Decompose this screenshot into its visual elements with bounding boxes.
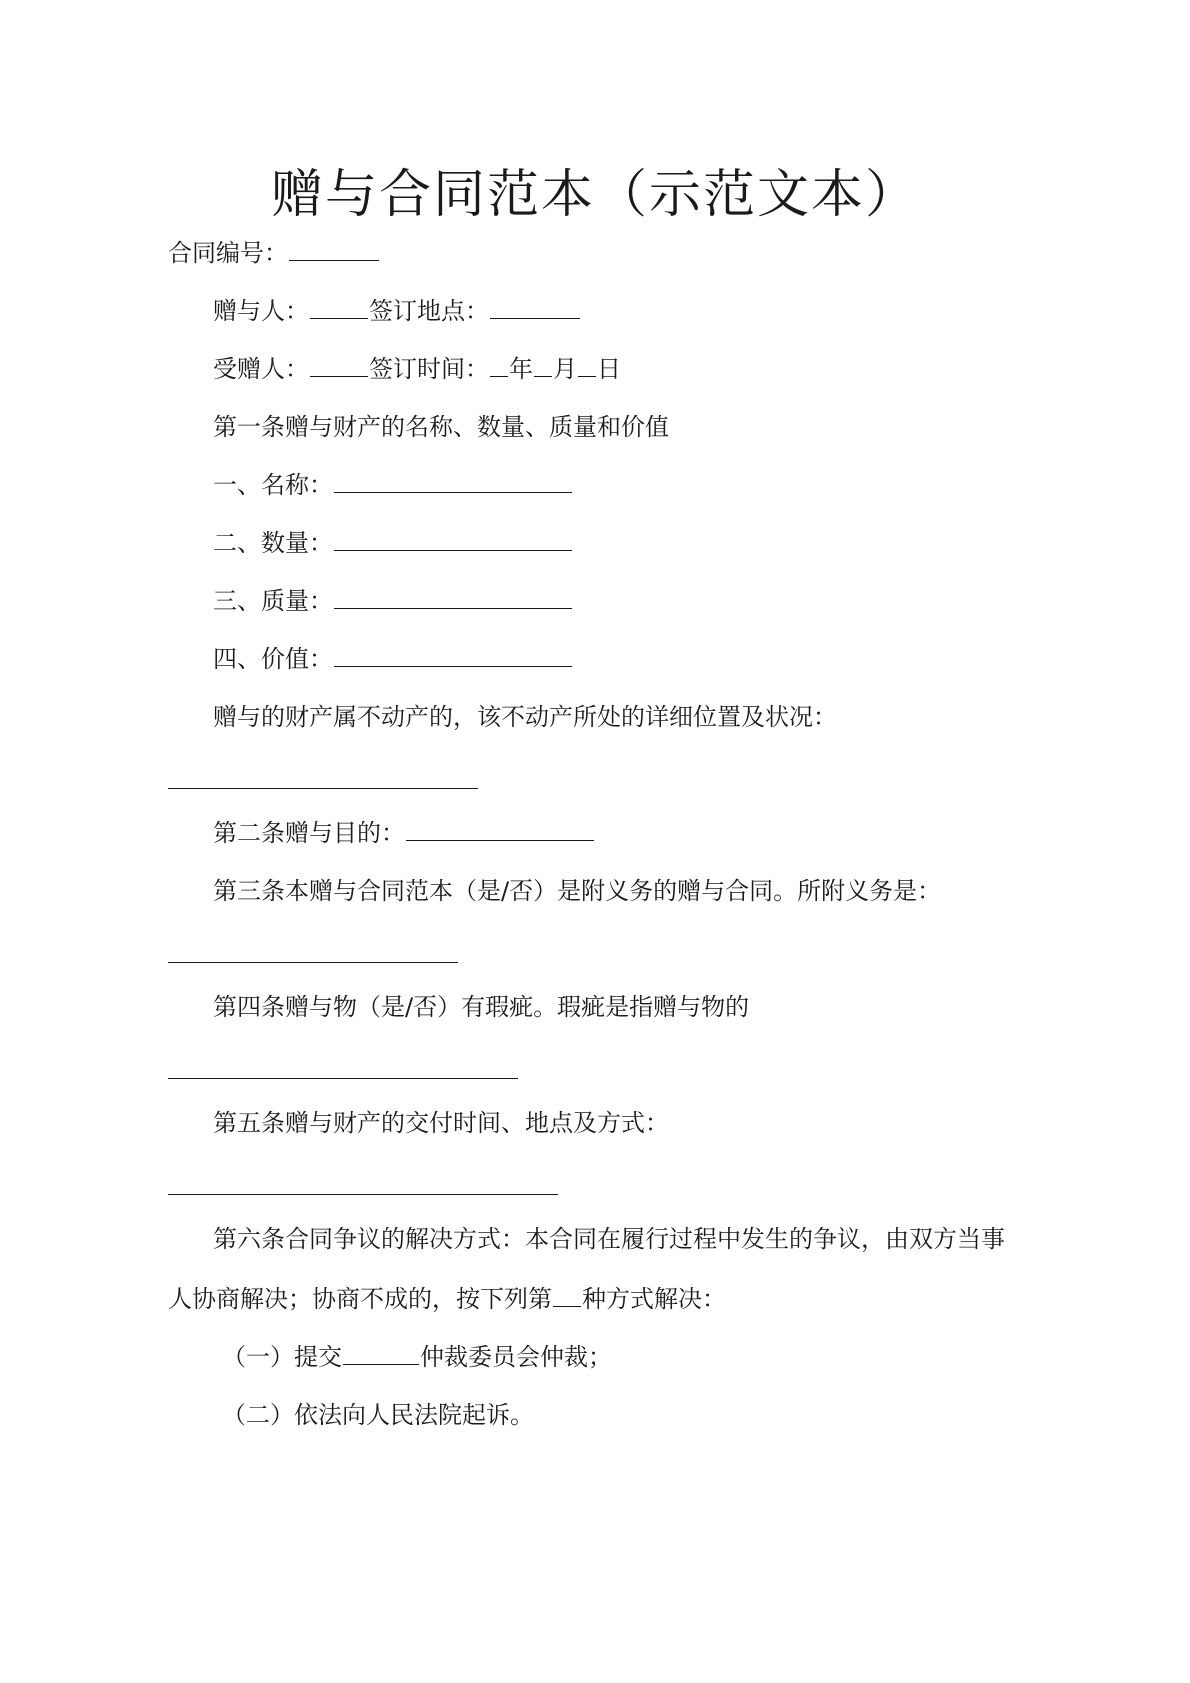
item-quantity-label: 二、数量： [213,529,333,557]
real-estate-line: 赠与的财产属不动产的，该不动产所处的详细位置及状况： [213,703,837,731]
month-label: 月 [553,355,577,383]
year-label: 年 [509,355,533,383]
donor-blank[interactable] [310,294,368,319]
option-1-suffix: 仲裁委员会仲裁； [420,1343,612,1371]
contract-number-label: 合同编号： [168,239,288,267]
sign-time-label: 签订时间： [369,355,489,383]
donee-label: 受赠人： [213,355,309,383]
contract-number-line [168,236,380,270]
sign-place-label: 签订地点： [369,297,489,325]
item-name-blank[interactable] [334,468,572,493]
article-5-line: 第五条赠与财产的交付时间、地点及方式： [213,1109,669,1137]
item-name-label: 一、名称： [213,471,333,499]
article-6-line-1: 第六条合同争议的解决方式：本合同在履行过程中发生的争议，由双方当事 [213,1225,1005,1253]
defect-blank[interactable] [168,1078,518,1079]
item-quantity-blank[interactable] [334,526,572,551]
item-quality-label: 三、质量： [213,587,333,615]
item-quality-line [213,584,573,618]
month-blank[interactable] [534,352,552,377]
contract-number-blank[interactable] [289,236,379,261]
item-value-label: 四、价值： [213,645,333,673]
donor-line [213,294,581,328]
delivery-blank[interactable] [168,1194,558,1195]
article-2-line [213,816,595,850]
item-name-line [213,468,573,502]
donee-blank[interactable] [310,352,368,377]
option-1-prefix: （一）提交 [222,1343,342,1371]
article-3-line: 第三条本赠与合同范本（是/否）是附义务的赠与合同。所附义务是： [213,877,942,905]
article-2-label: 第二条赠与目的： [213,819,405,847]
article-6-line-2-suffix: 种方式解决： [582,1285,726,1313]
donee-line [213,352,621,386]
option-2-line: （二）依法向人民法院起诉。 [222,1401,534,1429]
year-blank[interactable] [490,352,508,377]
purpose-blank[interactable] [406,816,594,841]
day-label: 日 [597,355,621,383]
arbitration-commission-blank[interactable] [343,1340,419,1365]
donor-label: 赠与人： [213,297,309,325]
article-6-line-2 [168,1282,726,1316]
item-value-blank[interactable] [334,642,572,667]
item-quality-blank[interactable] [334,584,572,609]
item-quantity-line [213,526,573,560]
day-blank[interactable] [578,352,596,377]
item-value-line [213,642,573,676]
method-number-blank[interactable] [553,1282,581,1307]
document-title: 赠与合同范本（示范文本） [270,165,919,225]
article-4-line: 第四条赠与物（是/否）有瑕疵。瑕疵是指赠与物的 [213,993,750,1021]
obligation-blank[interactable] [168,962,458,963]
article-6-line-2-prefix: 人协商解决；协商不成的，按下列第 [168,1285,552,1313]
real-estate-blank[interactable] [168,788,478,789]
sign-place-blank[interactable] [490,294,580,319]
option-1-line [222,1340,612,1374]
article-1-heading: 第一条赠与财产的名称、数量、质量和价值 [213,413,669,441]
